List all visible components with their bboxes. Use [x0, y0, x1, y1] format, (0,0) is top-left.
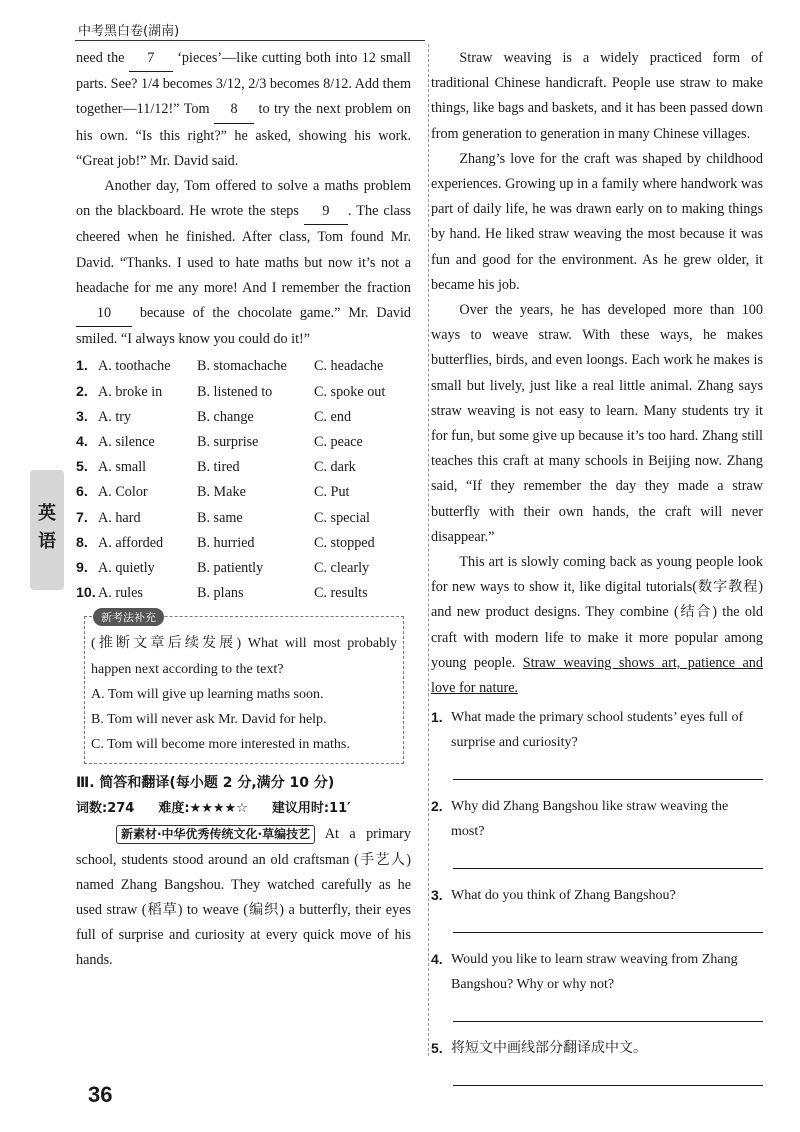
passage-paragraph-cont — [76, 46, 411, 174]
option-row — [76, 480, 411, 505]
option-row — [76, 581, 411, 606]
question-item — [431, 883, 763, 908]
options-list — [76, 354, 411, 606]
question-text: What made the primary school students’ eyes full of surprise and curiosity? — [451, 710, 744, 751]
option-b[interactable]: B. Make — [197, 484, 246, 501]
passage-paragraph — [431, 550, 763, 701]
text: to try the next problem on his own. “Is this right?” he asked, showing his work. “Great job!” Mr. David said. — [76, 101, 411, 169]
question-item — [431, 794, 763, 844]
question-number: 4. — [431, 951, 443, 968]
passage-paragraph: Straw weaving is a widely practiced form of traditional Chinese handicraft. People use straw to make things, like bags and baskets, and it has been passed down from generation to generation in many Chinese villages. — [431, 50, 763, 142]
subject-side-tab — [30, 470, 64, 590]
question-number: 2. — [431, 798, 443, 815]
option-b[interactable]: B. listened to — [197, 383, 273, 400]
option-b[interactable]: B. stomachache — [197, 358, 287, 375]
question-number: 3. — [431, 887, 443, 904]
answer-line[interactable] — [453, 848, 763, 869]
text: Another day, Tom offered to solve a maths problem on the blackboard. He wrote the steps — [76, 178, 411, 220]
option-c[interactable]: C. special — [314, 509, 370, 526]
underlined-sentence: Straw weaving shows art, patience and love for nature. — [431, 654, 763, 697]
option-row — [76, 354, 411, 379]
new-question-option-a[interactable]: A. Tom will give up learning maths soon. — [91, 686, 324, 702]
question-text: Why did Zhang Bangshou like straw weaving the most? — [451, 799, 729, 840]
blank-10[interactable]: 10 — [76, 301, 132, 327]
option-a[interactable]: A. quietly — [98, 559, 155, 576]
text: . The class cheered when he finished. After class, Tom found Mr. David. “Thanks. I used to hate maths but now it’s not a headache for me any more! And I remember the fraction — [76, 203, 411, 296]
option-b[interactable]: B. tired — [197, 459, 240, 476]
option-row — [76, 506, 411, 531]
option-a[interactable]: A. Color — [98, 484, 148, 501]
new-question-option-b[interactable]: B. Tom will never ask Mr. David for help. — [91, 711, 327, 727]
blank-8[interactable]: 8 — [214, 97, 254, 123]
new-question-box — [84, 611, 404, 764]
text: ‘pieces’—like cutting both into 12 small parts. See? 1/4 becomes 3/12, 2/3 becomes 8/12. Add them together—11/12!” Tom — [76, 50, 411, 118]
option-number: 2. — [76, 383, 88, 400]
option-c[interactable]: C. spoke out — [314, 383, 386, 400]
option-c[interactable]: C. end — [314, 408, 352, 425]
word-count: 词数:274 — [76, 801, 135, 817]
option-row — [76, 380, 411, 405]
option-a[interactable]: A. afforded — [98, 534, 164, 551]
question-item — [431, 705, 763, 755]
option-c[interactable]: C. Put — [314, 484, 350, 501]
option-a[interactable]: A. try — [98, 408, 132, 425]
left-column — [76, 46, 411, 974]
option-row — [76, 405, 411, 430]
page-number: 36 — [88, 1082, 113, 1107]
option-b[interactable]: B. hurried — [197, 534, 255, 551]
option-b[interactable]: B. change — [197, 408, 254, 425]
option-b[interactable]: B. same — [197, 509, 243, 526]
question-item — [431, 947, 763, 997]
text: This art is slowly coming back as young people look for new ways to show it, like digital tutorials(数字教程) and new product designs. They combine (结合) the old craft with modern life to make it more popular among young people. — [431, 554, 763, 671]
option-number: 9. — [76, 559, 88, 576]
text: need the — [76, 50, 129, 66]
text: because of the chocolate game.” Mr. David smiled. “I always know you could do it!” — [76, 305, 411, 348]
question-item — [431, 1036, 763, 1061]
passage-paragraph — [76, 822, 411, 973]
text: At a primary school, students stood around an old craftsman (手艺人) named Zhang Bangshou. They watched carefully as he used straw (稻草) to weave (编织) a butterfly, their eyes full of surprise and curiosity at every quick move of his hands. — [76, 826, 411, 969]
blank-7[interactable]: 7 — [129, 46, 173, 72]
option-a[interactable]: A. small — [98, 459, 147, 476]
option-c[interactable]: C. stopped — [314, 534, 375, 551]
option-b[interactable]: B. surprise — [197, 434, 259, 450]
source-tag: 新素材·中华优秀传统文化·草编技艺 — [116, 825, 315, 844]
passage-meta — [76, 796, 411, 822]
answer-line[interactable] — [453, 1065, 763, 1086]
column-divider — [428, 44, 429, 1056]
difficulty-label: 难度: — [158, 801, 190, 817]
passage-paragraph: Over the years, he has developed more than 100 ways to weave straw. With these ways, he makes butterflies, birds, and even loongs. Each work he makes is small but lively, just like a real little animal. Zhang says straw weaving is not easy to learn. Many students try it for fun, but some give up because it’s too hard. Zhang still teaches this craft at many schools in Beijing now. Zhang said, “If they remember the day they made a straw butterfly with their own hands, the craft will never disappear.” — [431, 302, 763, 545]
question-text: 将短文中画线部分翻译成中文。 — [451, 1041, 647, 1057]
option-c[interactable]: C. headache — [314, 358, 384, 375]
subject-label: 英语 — [38, 503, 56, 552]
option-b[interactable]: B. plans — [197, 585, 244, 602]
option-number: 4. — [76, 434, 88, 450]
new-question-tag: 新考法补充 — [93, 608, 164, 626]
option-row — [76, 455, 411, 480]
option-row — [76, 430, 411, 455]
passage-paragraph: Zhang’s love for the craft was shaped by childhood experiences. Growing up in a family where handwork was part of daily life, he was drawn early on to making things by hand. He liked straw weaving the most because it was fun and good for the environment. As he grew older, it became his job. — [431, 150, 763, 293]
option-number: 10. — [76, 585, 96, 602]
option-a[interactable]: A. hard — [98, 509, 141, 526]
option-number: 6. — [76, 484, 88, 501]
option-b[interactable]: B. patiently — [197, 559, 264, 576]
blank-9[interactable]: 9 — [304, 199, 348, 225]
option-c[interactable]: C. clearly — [314, 559, 370, 576]
option-row — [76, 531, 411, 556]
passage-paragraph — [76, 174, 411, 352]
option-a[interactable]: A. broke in — [98, 383, 163, 400]
answer-line[interactable] — [453, 759, 763, 780]
option-a[interactable]: A. silence — [98, 434, 155, 450]
answer-line[interactable] — [453, 1001, 763, 1022]
option-number: 5. — [76, 459, 88, 476]
section-heading: Ⅲ. 简答和翻译(每小题 2 分,满分 10 分) — [76, 775, 335, 792]
option-number: 8. — [76, 534, 88, 551]
option-a[interactable]: A. toothache — [98, 358, 171, 375]
right-column — [431, 46, 763, 1100]
option-number: 1. — [76, 358, 88, 375]
question-text: What do you think of Zhang Bangshou? — [451, 888, 676, 904]
option-c[interactable]: C. results — [314, 585, 368, 602]
answer-line[interactable] — [453, 912, 763, 933]
question-number: 5. — [431, 1040, 443, 1057]
difficulty-stars: ★★★★☆ — [189, 801, 248, 817]
header-rule — [75, 40, 425, 41]
page-header: 中考黑白卷(湖南) — [78, 24, 180, 39]
question-number: 1. — [431, 709, 443, 726]
option-c[interactable]: C. peace — [314, 434, 363, 450]
question-text: Would you like to learn straw weaving from Zhang Bangshou? Why or why not? — [451, 952, 738, 993]
questions-list — [431, 705, 763, 1086]
option-number: 3. — [76, 408, 88, 425]
new-question-option-c[interactable]: C. Tom will become more interested in maths. — [91, 737, 350, 753]
new-question-stem: (推断文章后续发展) What will most probably happen next according to the text? — [91, 636, 397, 677]
option-c[interactable]: C. dark — [314, 459, 356, 476]
option-a[interactable]: A. rules — [98, 585, 143, 602]
suggested-time: 建议用时:11′ — [271, 801, 351, 817]
option-row — [76, 556, 411, 581]
option-number: 7. — [76, 509, 88, 526]
